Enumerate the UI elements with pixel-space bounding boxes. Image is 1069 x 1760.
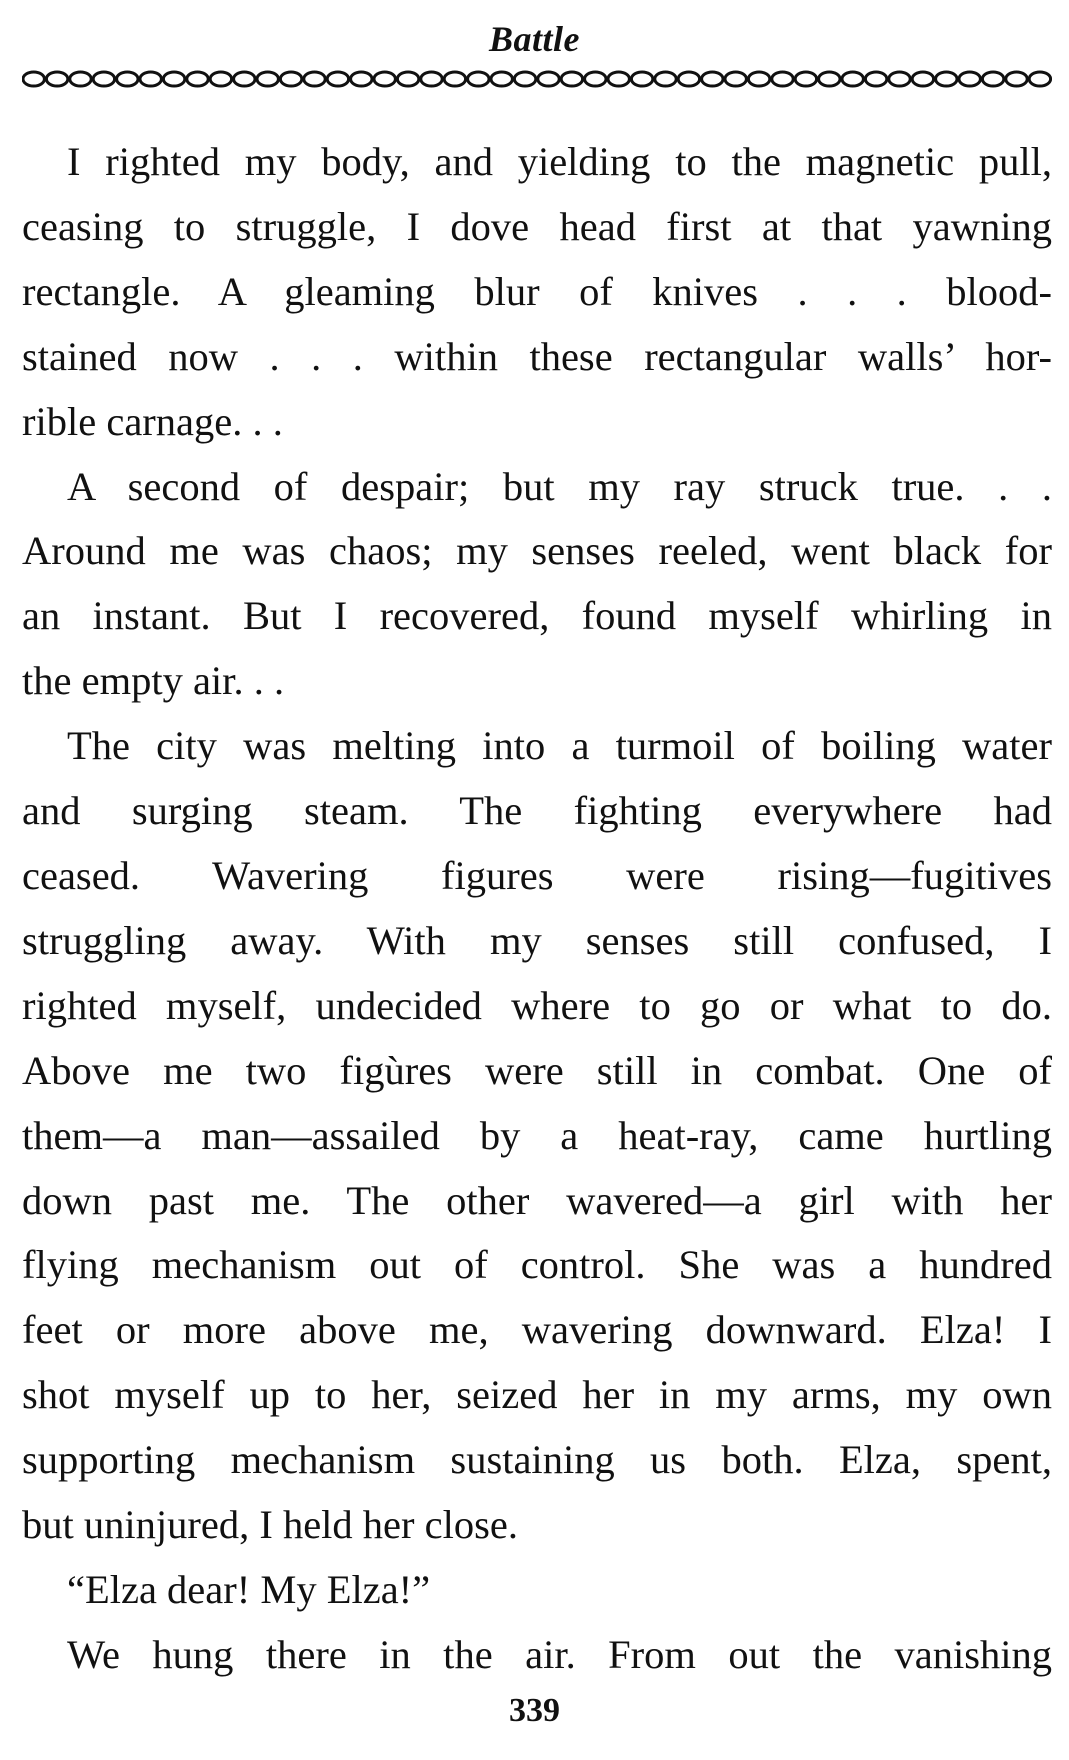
- chain-link: [702, 72, 723, 86]
- chain-link: [538, 72, 559, 86]
- chain-link: [468, 72, 489, 86]
- text-line: stained now . . . within these rectangular walls’ hor-: [22, 333, 1052, 379]
- chain-link: [23, 72, 44, 86]
- text-line: righted myself, undecided where to go or what to do.: [22, 982, 1052, 1028]
- chain-link: [514, 72, 535, 86]
- chain-link: [257, 72, 278, 86]
- paragraph: [22, 1623, 1052, 1688]
- chain-link: [187, 72, 208, 86]
- body-text: [22, 130, 1052, 1688]
- chain-link: [140, 72, 161, 86]
- chain-rule-ornament: [22, 66, 1052, 92]
- chain-link: [561, 72, 582, 86]
- text-line: I righted my body, and yielding to the magnetic pull,: [67, 139, 1052, 184]
- chain-link: [772, 72, 793, 86]
- chain-link: [795, 72, 816, 86]
- chain-link: [70, 72, 91, 86]
- text-line: them—a man—assailed by a heat-ray, came hurtling: [22, 1112, 1052, 1158]
- chain-link: [163, 72, 184, 86]
- chain-link: [421, 72, 442, 86]
- text-line: A second of despair; but my ray struck true. . .: [67, 463, 1052, 509]
- chain-link: [889, 72, 910, 86]
- paragraph: [22, 714, 1052, 1558]
- text-line: ceasing to struggle, I dove head first at that yawning: [22, 203, 1052, 249]
- chain-link: [397, 72, 418, 86]
- chain-link: [1029, 72, 1050, 86]
- page-number: 339: [509, 1692, 560, 1729]
- paragraph: [22, 130, 1052, 455]
- text-line: Above me two figùres were still in combat. One of: [22, 1047, 1052, 1093]
- chain-link: [982, 72, 1003, 86]
- text-line: flying mechanism out of control. She was a hundred: [22, 1242, 1052, 1288]
- chain-link: [374, 72, 395, 86]
- chain-link: [608, 72, 629, 86]
- chain-link: [234, 72, 255, 86]
- chain-link: [327, 72, 348, 86]
- text-line: but uninjured, I held her close.: [22, 1502, 518, 1548]
- text-line: We hung there in the air. From out the vanishing: [67, 1631, 1052, 1677]
- text-line: feet or more above me, wavering downward. Elza! I: [22, 1307, 1052, 1353]
- chain-link: [725, 72, 746, 86]
- chain-link: [351, 72, 372, 86]
- chain-link: [936, 72, 957, 86]
- chain-link: [93, 72, 114, 86]
- text-line: down past me. The other wavered—a girl with her: [22, 1177, 1052, 1223]
- paragraph: [22, 455, 1052, 715]
- chain-link: [959, 72, 980, 86]
- chain-link: [210, 72, 231, 86]
- text-line: rectangle. A gleaming blur of knives . . . blood-: [22, 268, 1052, 314]
- chain-link: [655, 72, 676, 86]
- chain-link: [678, 72, 699, 86]
- text-line: ceased. Wavering figures were rising—fugitives: [22, 852, 1052, 898]
- text-line: an instant. But I recovered, found myself whirling in: [22, 593, 1052, 639]
- text-line: The city was melting into a turmoil of boiling water: [67, 723, 1052, 769]
- text-line: struggling away. With my senses still confused, I: [22, 917, 1052, 963]
- text-line: “Elza dear! My Elza!”: [67, 1566, 431, 1612]
- chain-link: [819, 72, 840, 86]
- chain-link: [1006, 72, 1027, 86]
- running-head: Battle: [489, 19, 580, 59]
- text-line: rible carnage. . .: [22, 398, 283, 444]
- chain-link: [117, 72, 138, 86]
- text-line: the empty air. . .: [22, 658, 285, 704]
- text-line: shot myself up to her, seized her in my arms, my own: [22, 1372, 1052, 1418]
- text-line: supporting mechanism sustaining us both. Elza, spent,: [22, 1437, 1052, 1483]
- chain-link: [304, 72, 325, 86]
- chain-link: [865, 72, 886, 86]
- text-line: and surging steam. The fighting everywhere had: [22, 788, 1052, 834]
- chain-link: [842, 72, 863, 86]
- chain-link: [280, 72, 301, 86]
- chain-link: [748, 72, 769, 86]
- chain-link: [491, 72, 512, 86]
- text-line: Around me was chaos; my senses reeled, went black for: [22, 528, 1052, 574]
- chain-link: [912, 72, 933, 86]
- chain-link: [631, 72, 652, 86]
- chain-link: [444, 72, 465, 86]
- chain-link: [585, 72, 606, 86]
- chain-link: [46, 72, 67, 86]
- paragraph: [22, 1558, 1052, 1623]
